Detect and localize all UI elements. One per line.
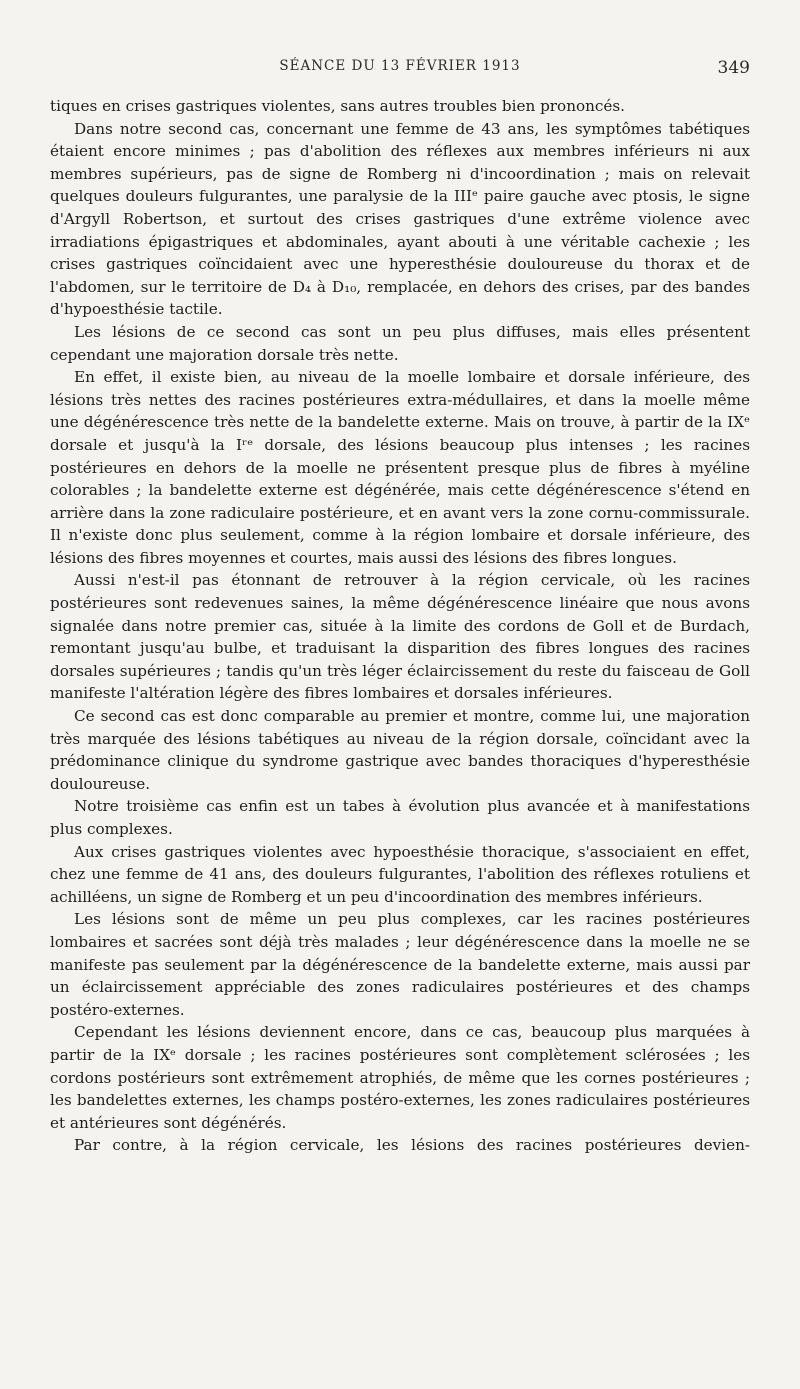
page-header	[50, 58, 750, 82]
paragraph: Notre troisième cas enfin est un tabes à évolution plus avancée et à manifestations plus complexes.	[50, 797, 750, 838]
paragraph: Cependant les lésions deviennent encore, dans ce cas, beaucoup plus marquées à partir de la IXᵉ dorsale ; les racines postérieures sont complètement sclérosées ; les cordons postérieurs sont extrêmement atrophiés, de même que les cornes postérieures ; les bandelettes externes, les champs postéro-externes, les zones radiculaires postérieures et antérieures sont dégénérés.	[50, 1023, 750, 1132]
paragraph: Les lésions de ce second cas sont un peu plus diffuses, mais elles présentent cependant une majoration dorsale très nette.	[50, 322, 750, 364]
paragraph: Ce second cas est donc comparable au premier et montre, comme lui, une majoration très marquée des lésions tabétiques au niveau de la région dorsale, coïncidant avec la prédominance clinique du syndrome gastrique avec bandes thoraciques d'hyperesthésie douloureuse.	[50, 707, 750, 793]
paragraph: Dans notre second cas, concernant une femme de 43 ans, les symptômes tabétiques étaient encore minimes ; pas d'abolition des réflexes aux membres inférieurs ni aux membres supérieurs, pas de signe de Romberg ni d'incoordination ; mais on relevait quelques douleurs fulgurantes, une paralysie de la IIIᵉ paire gauche avec ptosis, le signe d'Argyll Robertson, et surtout des crises gastriques d'une extrême violence avec irradiations épigastriques et abdominales, ayant abouti à une véritable cachexie ; les crises gastriques coïncidaient avec une hyperesthésie douloureuse du thorax et de l'abdomen, sur le territoire de D₄ à D₁₀, remplacée, en dehors des crises, par des bandes d'hypoesthésie tactile.	[50, 119, 750, 319]
paragraph: tiques en crises gastriques violentes, sans autres troubles bien prononcés.	[50, 97, 626, 115]
running-title: SÉANCE DU 13 FÉVRIER 1913	[279, 58, 521, 74]
paragraph: Aussi n'est-il pas étonnant de retrouver à la région cervicale, où les racines postérieures sont redevenues saines, la même dégénérescence linéaire que nous avons signalée dans notre premier cas, située à la limite des cordons de Goll et de Burdach, remontant jusqu'au bulbe, et traduisant la disparition des fibres longues des racines dorsales supérieures ; tandis qu'un très léger éclaircissement du reste du faisceau de Goll manifeste l'altération légère des fibres lombaires et dorsales inférieures.	[50, 571, 750, 703]
paragraph: Aux crises gastriques violentes avec hypoesthésie thoracique, s'associaient en effet, chez une femme de 41 ans, des douleurs fulgurantes, l'abolition des réflexes rotuliens et achilléens, un signe de Romberg et un peu d'incoordination des membres inférieurs.	[50, 842, 750, 906]
paragraph: Les lésions sont de même un peu plus complexes, car les racines postérieures lombaires et sacrées sont déjà très malades ; leur dégénérescence dans la moelle ne se manifeste pas seulement par la dégénérescence de la bandelette externe, mais aussi par un éclaircissement appréciable des zones radiculaires postérieures et des champs postéro-externes.	[50, 910, 750, 1019]
body-text	[50, 95, 750, 1157]
paragraph: En effet, il existe bien, au niveau de la moelle lombaire et dorsale inférieure, des lésions très nettes des racines postérieures extra-médullaires, et dans la moelle même une dégénérescence très nette de la bandelette externe. Mais on trouve, à partir de la IXᵉ dorsale et jusqu'à la Iʳᵉ dorsale, des lésions beaucoup plus intenses ; les racines postérieures en dehors de la moelle ne présentent presque plus de fibres à myéline colorables ; la bandelette externe est dégénérée, mais cette dégénérescence s'étend en arrière dans la zone radiculaire postérieure, et en avant vers la zone cornu-commissurale. Il n'existe donc plus seulement, comme à la région lombaire et dorsale inférieure, des lésions des fibres moyennes et courtes, mais aussi des lésions des fibres longues.	[50, 368, 750, 567]
paragraph: Par contre, à la région cervicale, les lésions des racines postérieures devien-	[74, 1136, 750, 1155]
page-number: 349	[717, 58, 750, 78]
